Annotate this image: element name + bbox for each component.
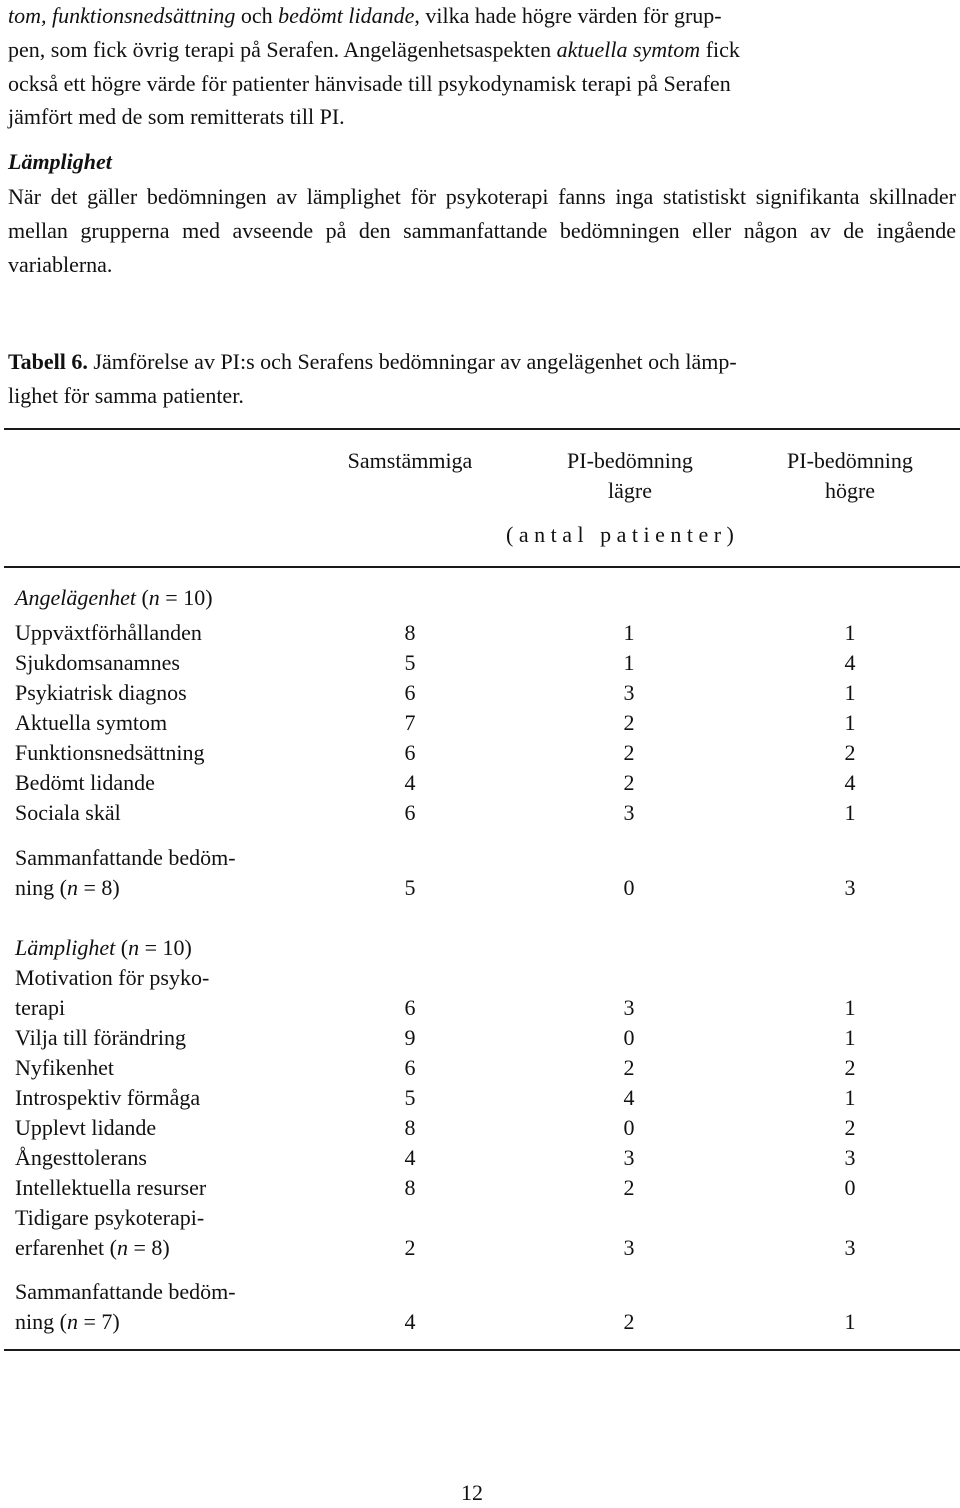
cell-pi-higher: 1 <box>844 1309 856 1334</box>
section-heading-suitability: Lämplighet <box>8 149 112 174</box>
table-row <box>0 1023 960 1053</box>
table-row <box>0 738 960 768</box>
table-row-urgency-summary <box>0 873 960 903</box>
cell-pi-lower: 2 <box>623 740 635 765</box>
row-label: Psykiatrisk diagnos <box>15 680 187 705</box>
cell-pi-higher: 1 <box>844 620 856 645</box>
cell-pi-lower: 3 <box>623 1145 635 1170</box>
section-label-suitability <box>15 933 192 963</box>
table-row-suitability-summary <box>0 1307 960 1337</box>
intro-text-3: pen, som fick övrig terapi på Serafen. Angelägenhetsaspekten <box>8 37 557 62</box>
section-label-urgency-n: n <box>148 585 160 610</box>
cell-pi-lower: 2 <box>623 770 635 795</box>
intro-italic-1: tom, funktionsnedsättning <box>8 3 236 28</box>
cell-concordant: 9 <box>404 1025 416 1050</box>
table-bottom-rule <box>4 1349 960 1351</box>
table-row <box>0 648 960 678</box>
experience-label-a: erfarenhet ( <box>15 1235 117 1260</box>
row-label: Uppväxtförhållanden <box>15 620 202 645</box>
cell-concordant: 5 <box>404 875 416 900</box>
summary2-label-n: n <box>66 1309 78 1334</box>
cell-pi-higher: 0 <box>844 1175 856 1200</box>
header-pi-lower-line-2: lägre <box>608 478 652 503</box>
cell-pi-lower: 2 <box>623 1309 635 1334</box>
intro-line-1 <box>8 0 956 33</box>
section-label-suitability-name: Lämplighet <box>15 935 116 960</box>
section-label-urgency-paren: ( <box>135 585 149 610</box>
row-label: Sociala skäl <box>15 800 121 825</box>
row-label: Nyfikenhet <box>15 1055 114 1080</box>
table-row <box>0 1173 960 1203</box>
header-unit: (antal patienter) <box>506 522 740 547</box>
section-label-suitability-count: = 10) <box>139 935 192 960</box>
section-label-urgency-name: Angelägenhet <box>15 585 136 610</box>
intro-text-2: , vilka hade högre värden för grup- <box>414 3 722 28</box>
experience-label-n: n <box>116 1235 128 1260</box>
table-caption <box>8 345 956 379</box>
header-pi-lower-line-1: PI-bedömning <box>567 448 693 473</box>
cell-pi-higher: 1 <box>844 1085 856 1110</box>
table-caption-label: Tabell 6. <box>8 349 88 374</box>
cell-concordant: 6 <box>404 800 416 825</box>
section-label-suitability-n: n <box>128 935 140 960</box>
intro-line-3: också ett högre värde för patienter hänvisade till psykodynamisk terapi på Serafen <box>8 71 731 96</box>
row-label: Sjukdomsanamnes <box>15 650 180 675</box>
row-label: Ångesttolerans <box>15 1145 147 1170</box>
header-pi-higher-line-1: PI-bedömning <box>787 448 913 473</box>
suitability-summary-label-line-1: Sammanfattande bedöm- <box>15 1279 236 1304</box>
cell-pi-higher: 1 <box>844 710 856 735</box>
table-row <box>0 618 960 648</box>
intro-italic-2: bedömt lidande <box>278 3 415 28</box>
intro-text-4: fick <box>700 37 740 62</box>
cell-pi-higher: 1 <box>844 800 856 825</box>
section-label-suitability-paren: ( <box>115 935 129 960</box>
row-label: Introspektiv förmåga <box>15 1085 201 1110</box>
cell-concordant: 6 <box>404 1055 416 1080</box>
cell-pi-higher: 1 <box>844 680 856 705</box>
table-row <box>0 708 960 738</box>
header-concordant: Samstämmiga <box>347 448 473 473</box>
table-row-motivation <box>0 993 960 1023</box>
cell-concordant: 7 <box>404 710 416 735</box>
intro-line-4: jämfört med de som remitterats till PI. <box>8 104 345 129</box>
cell-pi-higher: 1 <box>844 1025 856 1050</box>
cell-pi-lower: 3 <box>623 800 635 825</box>
table-row <box>0 678 960 708</box>
section-label-urgency <box>15 583 213 613</box>
table-top-rule <box>4 428 960 430</box>
cell-pi-lower: 4 <box>623 1085 635 1110</box>
cell-pi-lower: 3 <box>623 680 635 705</box>
experience-label-line-1: Tidigare psykoterapi- <box>15 1205 205 1230</box>
table-header-rule <box>4 566 960 568</box>
table-row <box>0 798 960 828</box>
cell-pi-lower: 2 <box>623 1055 635 1080</box>
intro-text-1: och <box>235 3 279 28</box>
table-row <box>0 768 960 798</box>
table-caption-text: Jämförelse av PI:s och Serafens bedömningar av angelägenhet och lämp- <box>87 349 737 374</box>
intro-italic-3: aktuella symtom <box>556 37 701 62</box>
header-pi-higher <box>760 446 940 506</box>
row-label: Bedömt lidande <box>15 770 155 795</box>
cell-concordant: 6 <box>404 740 416 765</box>
summary-label-a: ning ( <box>15 875 67 900</box>
page-number: 12 <box>461 1480 483 1505</box>
row-label: Upplevt lidande <box>15 1115 157 1140</box>
cell-concordant: 8 <box>404 1175 416 1200</box>
cell-concordant: 4 <box>404 770 416 795</box>
cell-concordant: 8 <box>404 1115 416 1140</box>
row-label: terapi <box>15 995 66 1020</box>
cell-pi-higher: 3 <box>844 1235 856 1260</box>
table-row <box>0 1113 960 1143</box>
cell-pi-higher: 3 <box>844 875 856 900</box>
header-pi-lower <box>540 446 720 506</box>
cell-concordant: 4 <box>404 1309 416 1334</box>
summary2-label-b: = 7) <box>77 1309 120 1334</box>
row-label: Vilja till förändring <box>15 1025 186 1050</box>
header-pi-higher-line-2: högre <box>824 478 876 503</box>
cell-pi-higher: 2 <box>844 1055 856 1080</box>
cell-concordant: 6 <box>404 995 416 1020</box>
cell-pi-higher: 2 <box>844 740 856 765</box>
row-label: Aktuella symtom <box>15 710 168 735</box>
intro-line-2 <box>8 33 956 67</box>
summary-label-n: n <box>66 875 78 900</box>
row-label <box>15 1307 120 1337</box>
cell-pi-higher: 3 <box>844 1145 856 1170</box>
cell-pi-higher: 1 <box>844 995 856 1020</box>
cell-pi-lower: 3 <box>623 1235 635 1260</box>
summary2-label-a: ning ( <box>15 1309 67 1334</box>
table-caption-line-2: lighet för samma patienter. <box>8 383 244 408</box>
summary-label-b: = 8) <box>77 875 120 900</box>
cell-concordant: 5 <box>404 650 416 675</box>
row-label <box>15 873 120 903</box>
cell-concordant: 2 <box>404 1235 416 1260</box>
cell-concordant: 8 <box>404 620 416 645</box>
cell-pi-higher: 2 <box>844 1115 856 1140</box>
cell-concordant: 5 <box>404 1085 416 1110</box>
cell-pi-lower: 3 <box>623 995 635 1020</box>
cell-pi-lower: 2 <box>623 1175 635 1200</box>
cell-pi-lower: 0 <box>623 1025 635 1050</box>
cell-pi-lower: 0 <box>623 1115 635 1140</box>
cell-pi-lower: 1 <box>623 620 635 645</box>
motivation-label-line-1: Motivation för psyko- <box>15 965 210 990</box>
row-label <box>15 1233 170 1263</box>
table-row <box>0 1143 960 1173</box>
urgency-summary-label-line-1: Sammanfattande bedöm- <box>15 845 236 870</box>
cell-pi-higher: 4 <box>844 770 856 795</box>
cell-pi-lower: 2 <box>623 710 635 735</box>
cell-concordant: 6 <box>404 680 416 705</box>
table-row <box>0 1083 960 1113</box>
row-label: Funktionsnedsättning <box>15 740 205 765</box>
cell-pi-lower: 0 <box>623 875 635 900</box>
section-label-urgency-count: = 10) <box>159 585 213 610</box>
experience-label-b: = 8) <box>127 1235 170 1260</box>
suitability-paragraph: När det gäller bedömningen av lämplighet för psykoterapi fanns inga statistiskt signifikanta skillnader mellan grupperna med avseende på den sammanfattande bedömningen eller någon av de ingående variablerna. <box>8 184 956 277</box>
cell-pi-lower: 1 <box>623 650 635 675</box>
row-label: Intellektuella resurser <box>15 1175 207 1200</box>
cell-concordant: 4 <box>404 1145 416 1170</box>
table-row-experience <box>0 1233 960 1263</box>
table-row <box>0 1053 960 1083</box>
cell-pi-higher: 4 <box>844 650 856 675</box>
